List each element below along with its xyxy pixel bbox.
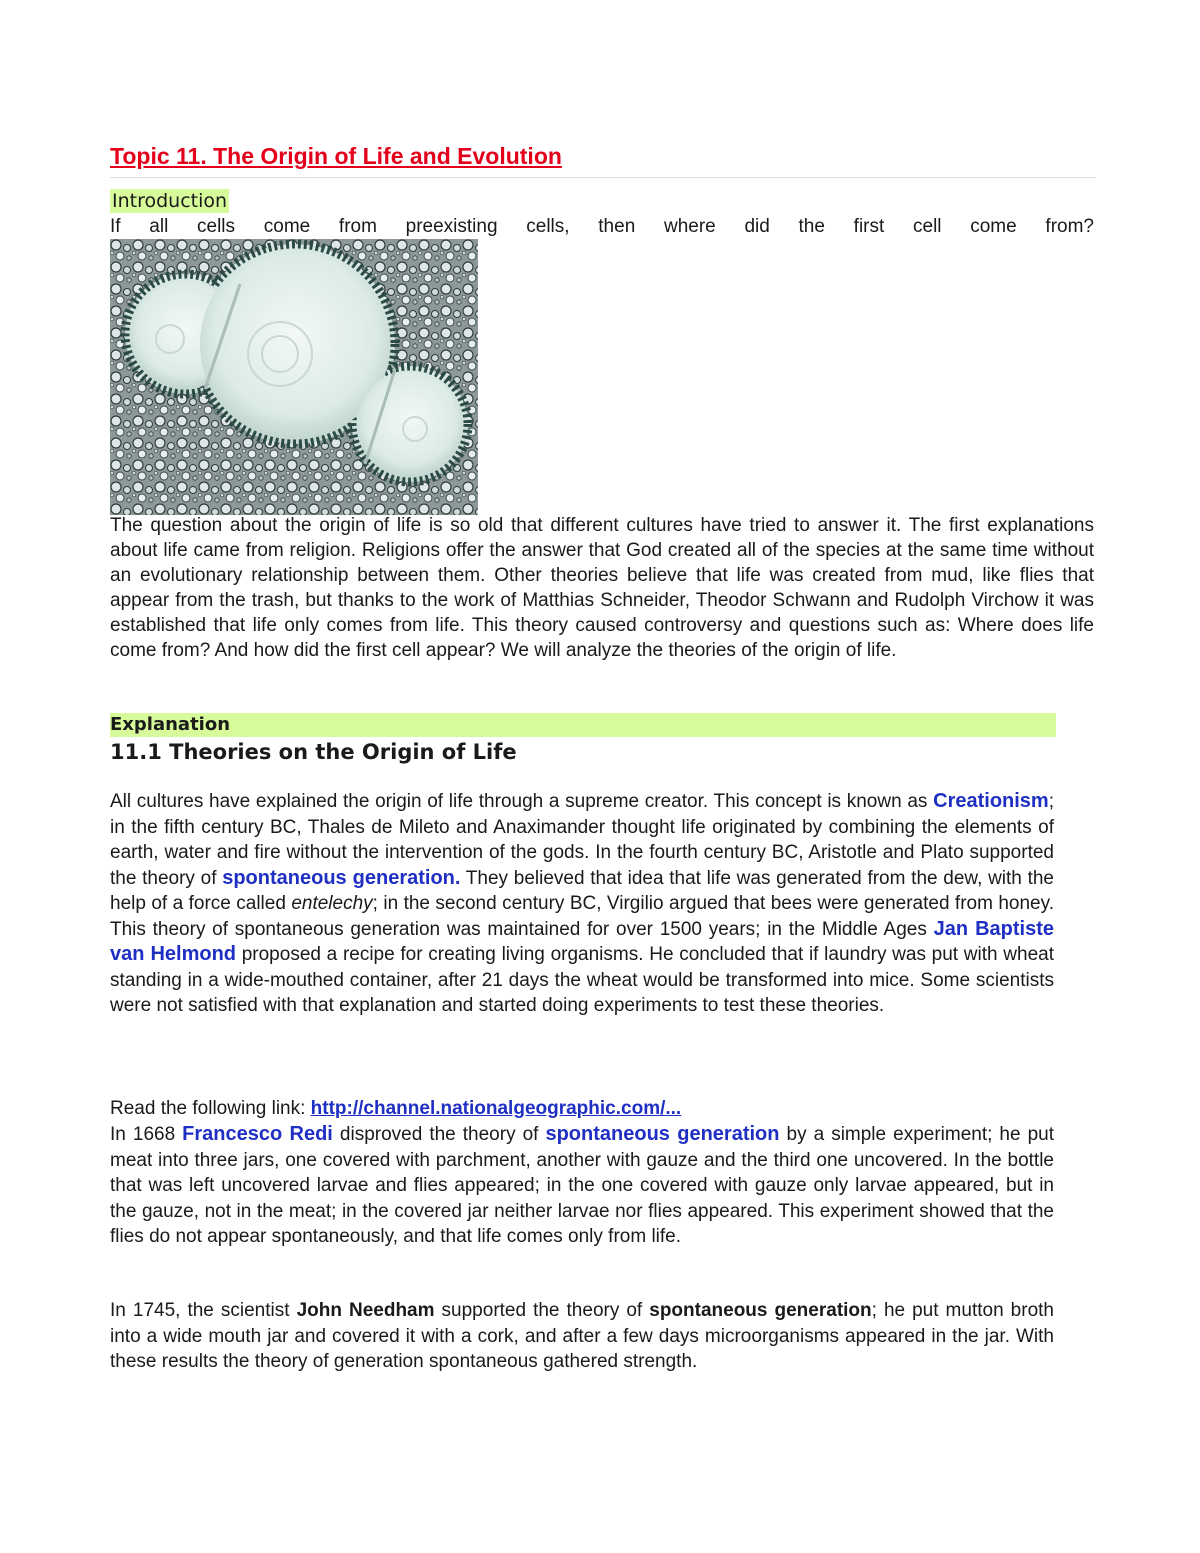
natgeo-link[interactable]: http://channel.nationalgeographic.com/... [310,1098,682,1119]
keyword-spontaneous-generation: spontaneous generation [545,1123,780,1145]
term-entelechy: entelechy [291,893,373,914]
text-run: supported the theory of [434,1300,650,1321]
name-john-needham: John Needham [296,1300,435,1321]
keyword-spontaneous-generation: spontaneous generation. [222,866,461,889]
introduction-label: Introduction [112,190,228,212]
text-run: by a simple experiment; he put meat into three jars, one covered with parchment, another with gauze and the third one uncovered. In the bottle that was left uncovered larvae and flies appeared; in the one covered with gauze only larvae appeared, but in the gauze, not in the meat; in the covered jar neither larvae nor flies appeared. This experiment showed that the flies do not appear spontaneously, and that life comes only from life. [110,1124,1054,1247]
text-run: In 1745, the scientist [110,1300,297,1321]
intro-question: If all cells come from preexisting cells, then where did the first cell come from? [110,216,1094,237]
paragraph-needham [110,1298,1054,1375]
title-divider [110,177,1096,178]
explanation-label: Explanation [110,713,1056,737]
cell-bubbles-illustration [110,239,478,515]
text-run: They believed that idea that life was generated from the dew, with the help of a force called [110,867,1054,914]
intro-paragraph: The question about the origin of life is so old that different cultures have tried to answer it. The first explanations about life came from religion. Religions offer the answer that God created all of the species at the same time without an evolutionary relationship between them. Other theories believe that life was created from mud, like flies that appear from the trash, but thanks to the work of Matthias Schneider, Theodor Schwann and Rudolph Virchow it was established that life only comes from life. This theory caused controversy and questions such as: Where does life come from? And how did the first cell appear? We will analyze the theories of the origin of life. [110,515,1094,661]
text-run: ; he put mutton broth into a wide mouth jar and covered it with a cork, and after a few days microorganisms appeared in the jar. With these results the theory of generation spontaneous gathered strength. [110,1300,1054,1372]
text-run: ; in the second century BC, Virgilio argued that bees were generated from honey. This theory of spontaneous generation was maintained for over 1500 years; in the Middle Ages [110,893,1054,940]
read-link-line [110,1096,1054,1122]
read-label: Read the following link: [110,1098,311,1119]
cell-microscope-image [110,239,478,515]
paragraph-redi [110,1122,1054,1250]
text-run: In 1668 [110,1124,183,1145]
page-title: Topic 11. The Origin of Life and Evolution [110,143,562,169]
term-spontaneous-generation: spontaneous generation [649,1300,872,1321]
text-run: ; in the fifth century BC, Thales de Mileto and Anaximander thought life originated by combining the elements of earth, water and fire without the intervention of the gods. In the fourth century BC, Aristotle and Plato supported the theory of [110,791,1054,889]
text-run: disproved the theory of [332,1124,546,1145]
keyword-creationism: Creationism [933,790,1049,812]
keyword-francesco-redi: Francesco Redi [182,1123,333,1145]
text-run: All cultures have explained the origin of life through a supreme creator. This concept is known as [110,791,934,812]
paragraph-theories [110,789,1054,1019]
text-run: proposed a recipe for creating living organisms. He concluded that if laundry was put with wheat standing in a wide-mouthed container, after 21 days the wheat would be transformed into mice. Some scientists were not satisfied with that explanation and started doing experiments to test these theories. [110,944,1054,1016]
section-heading: 11.1 Theories on the Origin of Life [110,740,517,764]
keyword-van-helmond: Jan Baptiste van Helmond [110,917,1054,965]
